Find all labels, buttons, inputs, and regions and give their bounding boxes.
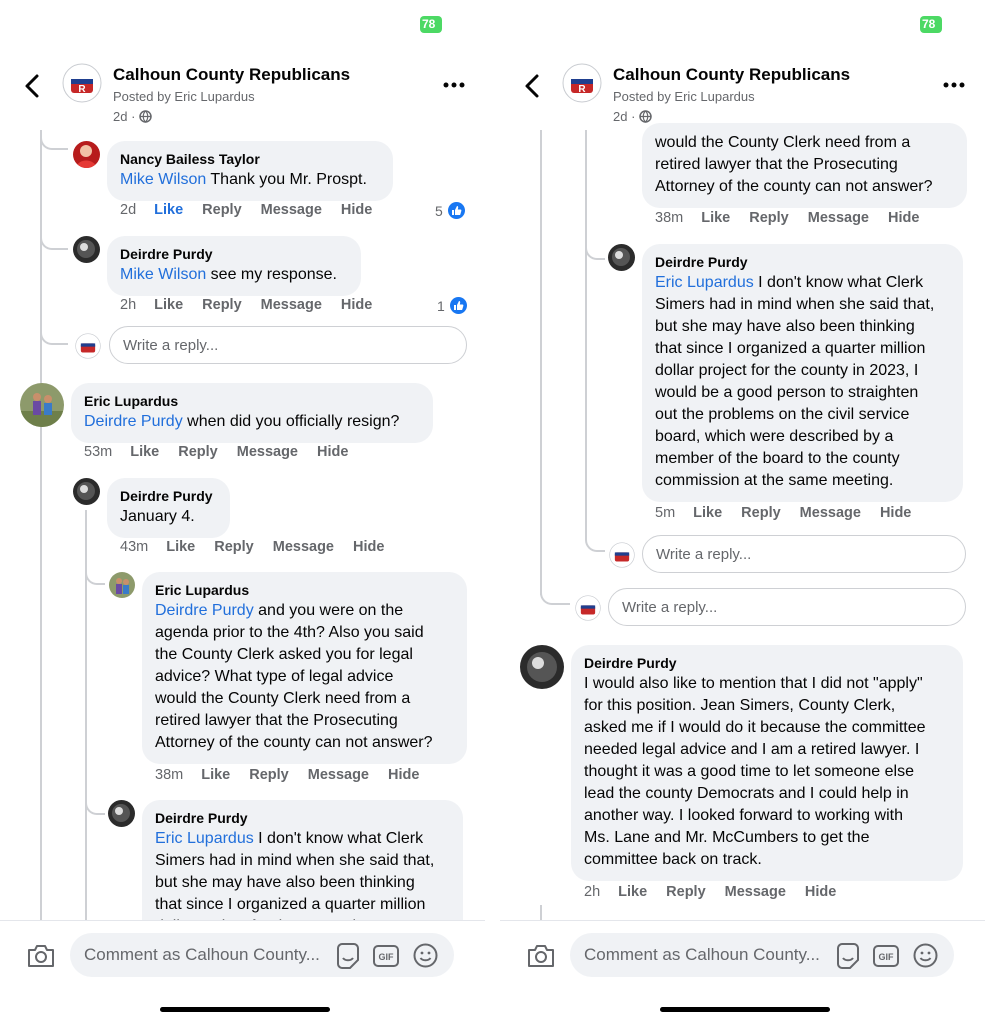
- reply-button[interactable]: Reply: [249, 767, 289, 783]
- thread-branch: [40, 325, 68, 345]
- mention-link[interactable]: Eric Lupardus: [655, 274, 754, 291]
- more-icon[interactable]: [942, 80, 966, 90]
- camera-icon[interactable]: [526, 941, 556, 971]
- reply-input[interactable]: Write a reply...: [109, 326, 467, 364]
- sticker-icon[interactable]: [833, 941, 863, 971]
- message-button[interactable]: Message: [799, 505, 861, 521]
- comment-actions: [155, 767, 438, 783]
- avatar[interactable]: [109, 572, 135, 598]
- like-button[interactable]: Like: [154, 297, 184, 313]
- comment-author[interactable]: Deirdre Purdy: [584, 655, 677, 671]
- thread-branch: [585, 240, 605, 260]
- reply-button[interactable]: Reply: [666, 884, 706, 900]
- comment-bubble: [107, 478, 230, 538]
- thread-branch: [40, 230, 68, 250]
- page-title[interactable]: Calhoun County Republicans: [113, 65, 351, 84]
- avatar[interactable]: [608, 244, 635, 271]
- avatar[interactable]: [73, 236, 100, 263]
- thread-branch: [85, 795, 105, 815]
- comment-time: 2h: [120, 297, 137, 313]
- mention-link[interactable]: Deirdre Purdy: [155, 602, 254, 619]
- avatar[interactable]: [73, 478, 100, 505]
- comment-author[interactable]: Nancy Bailess Taylor: [120, 151, 260, 167]
- post-time-text: 2d ·: [113, 109, 136, 124]
- message-button[interactable]: Message: [807, 210, 869, 226]
- hide-button[interactable]: Hide: [340, 202, 373, 218]
- battery-indicator: 78: [920, 16, 942, 33]
- hide-button[interactable]: Hide: [879, 505, 912, 521]
- comment-text: Mike Wilson Thank you Mr. Prospt.: [120, 171, 367, 188]
- reaction-number: 5: [435, 202, 443, 219]
- thread-branch: [85, 565, 105, 585]
- comment-text: Mike Wilson see my response.: [120, 266, 337, 283]
- page-avatar[interactable]: [62, 63, 102, 103]
- gif-label: GIF: [378, 952, 394, 962]
- reaction-count[interactable]: [435, 202, 465, 219]
- reply-button[interactable]: Reply: [202, 202, 242, 218]
- comment-placeholder: Comment as Calhoun County...: [584, 945, 820, 964]
- comment-actions: [120, 202, 391, 218]
- message-button[interactable]: Message: [236, 444, 298, 460]
- mention-link[interactable]: Deirdre Purdy: [84, 413, 183, 430]
- thread-line: [540, 130, 542, 595]
- thread-line: [585, 130, 587, 540]
- reply-button[interactable]: Reply: [202, 297, 242, 313]
- comment-text: January 4.: [120, 508, 195, 525]
- comment-bubble: [571, 645, 963, 881]
- message-button[interactable]: Message: [307, 767, 369, 783]
- hide-button[interactable]: Hide: [340, 297, 373, 313]
- message-button[interactable]: Message: [260, 202, 322, 218]
- comment-actions: [120, 539, 403, 555]
- avatar[interactable]: [20, 383, 64, 427]
- mention-link[interactable]: Mike Wilson: [120, 171, 207, 188]
- like-button[interactable]: Like: [154, 202, 184, 218]
- reply-input[interactable]: Write a reply...: [608, 588, 966, 626]
- comment-text: Deirdre Purdy and you were on the agenda prior to the 4th? Also you said the County Clerk asked you for legal advice? What type of legal advice would the County Clerk need from a retired lawyer that the Prosecuting Attorney of the county can not answer?: [155, 602, 433, 751]
- comment-actions: [120, 297, 391, 313]
- avatar[interactable]: [73, 141, 100, 168]
- like-button[interactable]: Like: [166, 539, 196, 555]
- comment-input[interactable]: [70, 933, 454, 977]
- emoji-icon[interactable]: [912, 942, 939, 969]
- left-screen: [0, 0, 485, 1024]
- comment-bubble: [107, 141, 393, 201]
- back-icon[interactable]: [22, 72, 44, 100]
- avatar[interactable]: [108, 800, 135, 827]
- globe-icon: [639, 110, 652, 123]
- posted-by: Posted by Eric Lupardus: [113, 89, 255, 104]
- like-button[interactable]: Like: [201, 767, 231, 783]
- avatar[interactable]: [520, 645, 564, 689]
- comment-author[interactable]: Eric Lupardus: [84, 393, 179, 409]
- reply-button[interactable]: Reply: [178, 444, 218, 460]
- camera-icon[interactable]: [26, 941, 56, 971]
- comment-time: 43m: [120, 539, 149, 555]
- gif-icon[interactable]: [872, 943, 900, 969]
- like-button[interactable]: Like: [618, 884, 648, 900]
- thread-branch: [40, 130, 68, 150]
- reply-button[interactable]: Reply: [749, 210, 789, 226]
- comment-input[interactable]: [570, 933, 954, 977]
- hide-button[interactable]: Hide: [317, 444, 349, 460]
- comment-time: 38m: [155, 767, 184, 783]
- comment-actions: [655, 505, 930, 521]
- like-button[interactable]: Like: [701, 210, 731, 226]
- reply-input[interactable]: Write a reply...: [642, 535, 966, 573]
- post-time: [613, 109, 652, 124]
- comment-text: Eric Lupardus I don't know what Clerk Simers had in mind when she said that, but she may have also been thinking that since I organized a quarter million dollar project for the county in 2023, I would be a good person to straighten out the problems on the civil service board, which were described by a member of the board to the county commission at the same meeting.: [655, 274, 935, 489]
- like-button[interactable]: Like: [693, 505, 723, 521]
- svg-text:R: R: [78, 84, 86, 95]
- comment-bubble: [642, 244, 963, 502]
- page-avatar[interactable]: [562, 63, 602, 103]
- battery-indicator: 78: [420, 16, 442, 33]
- comment-text: would the County Clerk need from a retired lawyer that the Prosecuting Attorney of the county can not answer?: [655, 134, 933, 195]
- page-avatar-small: [609, 542, 635, 568]
- hide-button[interactable]: Hide: [804, 884, 837, 900]
- page-avatar-small: [575, 595, 601, 621]
- home-indicator: [660, 1007, 830, 1012]
- comment-time: 5m: [655, 505, 676, 521]
- comment-text: I would also like to mention that I did not "apply" for this position. Jean Simers, County Clerk, asked me if I would do it because the committee needed legal advice and I am a retired lawyer. I thought it was a good time to let someone else lead the county Democrats and I could help in another way. I looked forward to working with Ms. Lane and Mr. McCumbers to get the committee back on track.: [584, 675, 926, 868]
- comment-composer-bar: [0, 920, 485, 1024]
- comment-text: Eric Lupardus I don't know what Clerk Simers had in mind when she said that, but she may have also been thinking that since I organized a quarter million: [155, 830, 435, 913]
- posted-by: Posted by Eric Lupardus: [613, 89, 755, 104]
- hide-button[interactable]: Hide: [353, 539, 385, 555]
- like-icon: [448, 202, 465, 219]
- post-time: [113, 109, 152, 124]
- mention-link[interactable]: Eric Lupardus: [155, 830, 254, 847]
- like-button[interactable]: Like: [130, 444, 160, 460]
- comment-time: 38m: [655, 210, 684, 226]
- gif-label: GIF: [878, 952, 894, 962]
- message-button[interactable]: Message: [260, 297, 322, 313]
- reply-button[interactable]: Reply: [741, 505, 781, 521]
- sticker-icon[interactable]: [333, 941, 363, 971]
- comment-author[interactable]: Deirdre Purdy: [120, 246, 213, 262]
- like-icon: [450, 297, 467, 314]
- comment-author[interactable]: Deirdre Purdy: [655, 254, 748, 270]
- comment-time: 2h: [584, 884, 601, 900]
- emoji-icon[interactable]: [412, 942, 439, 969]
- more-icon[interactable]: [442, 80, 466, 90]
- comment-text: Deirdre Purdy when did you officially resign?: [84, 413, 400, 430]
- message-button[interactable]: Message: [724, 884, 786, 900]
- thread-branch: [540, 585, 570, 605]
- globe-icon: [139, 110, 152, 123]
- comment-actions: [584, 884, 855, 900]
- comment-author[interactable]: Deirdre Purdy: [155, 810, 248, 826]
- page-title[interactable]: Calhoun County Republicans: [613, 65, 851, 84]
- reply-button[interactable]: Reply: [214, 539, 254, 555]
- back-icon[interactable]: [522, 72, 544, 100]
- hide-button[interactable]: Hide: [388, 767, 420, 783]
- reaction-count[interactable]: [437, 297, 467, 314]
- thread-branch: [585, 532, 605, 552]
- comment-composer-bar: [500, 920, 985, 1024]
- mention-link[interactable]: Mike Wilson: [120, 266, 207, 283]
- comment-bubble: [107, 236, 361, 296]
- comment-author[interactable]: Eric Lupardus: [155, 582, 250, 598]
- svg-text:R: R: [578, 84, 586, 95]
- reaction-number: 1: [437, 297, 445, 314]
- comment-time: 2d: [120, 202, 137, 218]
- gif-icon[interactable]: [372, 943, 400, 969]
- right-screen: [500, 0, 985, 1024]
- page-avatar-small: [75, 333, 101, 359]
- post-time-text: 2d ·: [613, 109, 636, 124]
- hide-button[interactable]: Hide: [888, 210, 920, 226]
- comment-placeholder: Comment as Calhoun County...: [84, 945, 320, 964]
- message-button[interactable]: Message: [272, 539, 334, 555]
- home-indicator: [160, 1007, 330, 1012]
- comment-actions: [655, 210, 938, 226]
- comment-author[interactable]: Deirdre Purdy: [120, 488, 213, 504]
- comment-time: 53m: [84, 444, 113, 460]
- comment-bubble: [71, 383, 433, 443]
- comment-bubble: [642, 123, 967, 208]
- thread-line: [40, 130, 42, 930]
- comment-bubble: [142, 572, 467, 764]
- comment-actions: [84, 444, 367, 460]
